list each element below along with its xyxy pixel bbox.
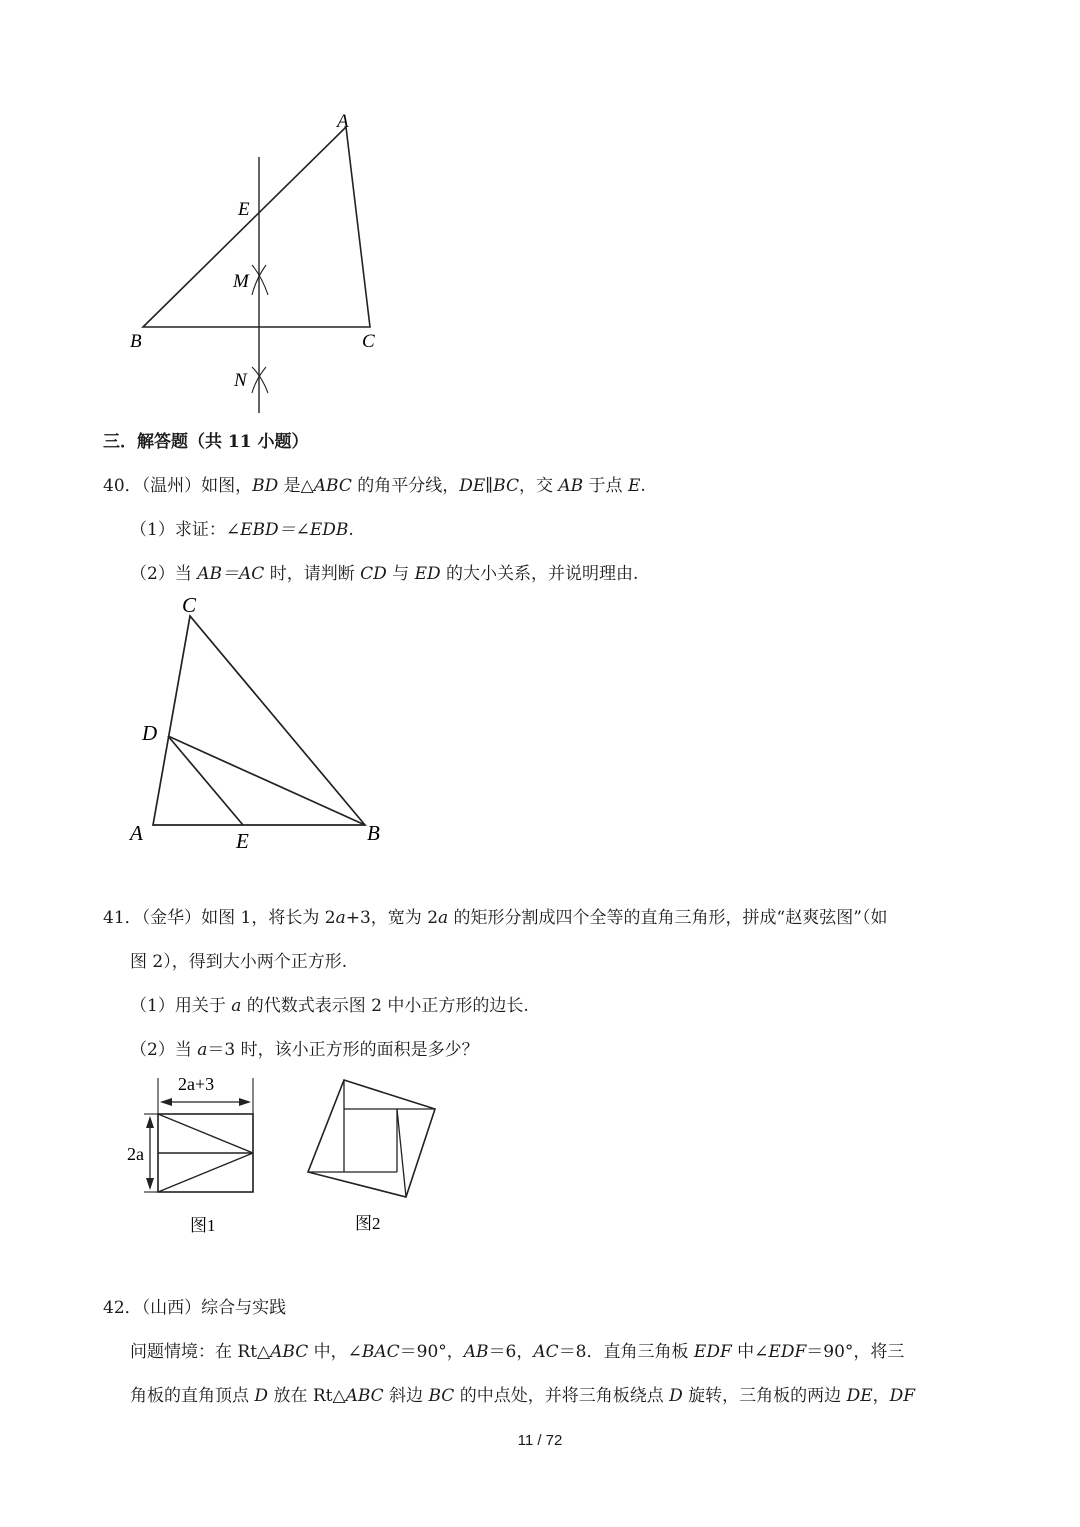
segment-db [168,736,365,825]
q41-part2: （2）当 a＝3 时，该小正方形的面积是多少？ [130,1040,479,1060]
q40-number: 40． [103,476,142,496]
triangle-abc [143,127,370,327]
label-n: N [234,370,247,391]
triangle-abc-q40 [153,616,365,825]
fig1-height-label: 2a [127,1144,144,1164]
q41-stem-line2: 图 2），得到大小两个正方形. [130,952,348,972]
page-number: 11 / 72 [517,1432,563,1449]
label-b: B [130,331,142,352]
q42-title: 42．（山西）综合与实践 [103,1298,287,1318]
label-a: A [337,111,349,132]
q40-stem: 40．（温州）如图，BD 是△ABC 的角平分线，DE∥BC，交 AB 于点 E. [103,476,646,496]
q41-number: 41． [103,908,142,928]
q40-part2: （2）当 AB＝AC 时，请判断 CD 与 ED 的大小关系，并说明理由. [130,564,639,584]
arc-mark-m [252,265,268,295]
q40-label-b: B [367,821,380,845]
fig2-caption: 图2 [355,1214,381,1233]
label-m: M [233,271,249,292]
q41-figure-1 [120,1068,270,1243]
q40-source: （温州） [141,476,202,496]
q40-part1: （1）求证：∠EBD＝∠EDB. [130,520,354,540]
arc-mark-n [252,367,268,393]
q41-source: （金华） [141,908,202,928]
label-c: C [362,331,375,352]
q41-part1: （1）用关于 a 的代数式表示图 2 中小正方形的边长. [130,996,529,1016]
q40-figure [120,588,400,858]
q42-line1: 问题情境：在 Rt△ABC 中，∠BAC＝90°，AB＝6，AC＝8．直角三角板 EDF 中∠EDF＝90°，将三 [130,1342,905,1362]
q40-label-d: D [142,721,158,745]
q40-label-e: E [236,829,249,853]
top-triangle-figure [120,105,410,420]
q42-number: 42． [103,1298,142,1318]
label-e: E [238,199,250,220]
q40-label-a: A [130,821,143,845]
section-title: 三．解答题（共 11 小题） [103,432,309,452]
q41-stem-line1: 41．（金华）如图 1，将长为 2a+3，宽为 2a 的矩形分割成四个全等的直角三角形，拼成“赵爽弦图”（如 [103,908,888,928]
fig1-caption: 图1 [190,1216,216,1235]
q41-figure-2 [300,1068,445,1243]
q42-source: （山西） [141,1298,202,1318]
fig1-width-label: 2a+3 [178,1074,215,1094]
big-square [308,1080,435,1197]
q40-label-c: C [182,593,197,617]
q42-line2: 角板的直角顶点 D 放在 Rt△ABC 斜边 BC 的中点处，并将三角板绕点 D 旋转，三角板的两边 DE，DF [130,1386,916,1406]
segment-de [168,736,243,825]
